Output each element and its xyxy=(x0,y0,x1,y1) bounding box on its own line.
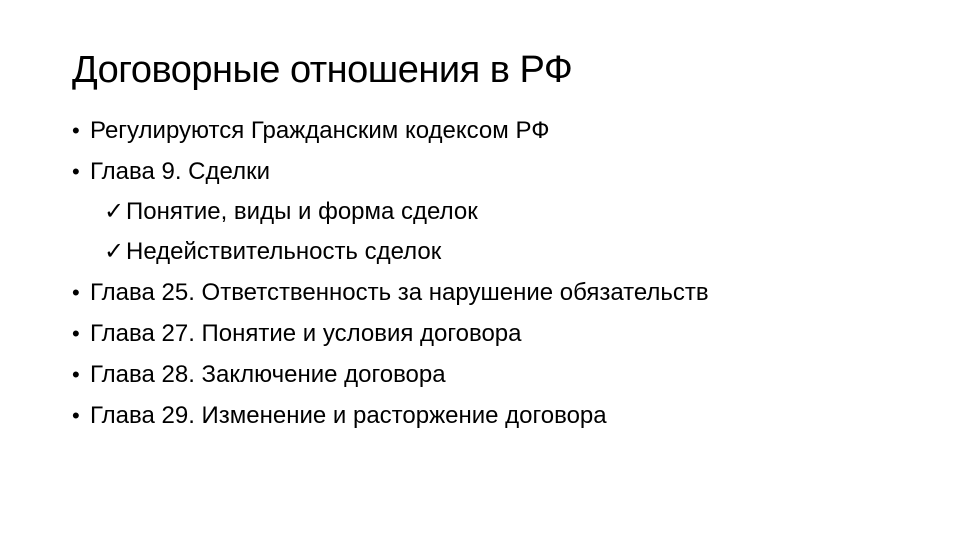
bullet-icon: • xyxy=(72,321,80,346)
list-item xyxy=(72,272,932,313)
list-item xyxy=(72,313,932,354)
bullet-icon: • xyxy=(72,362,80,387)
slide-title: Договорные отношения в РФ xyxy=(72,49,573,91)
list-item-text: Глава 29. Изменение и расторжение договора xyxy=(90,402,607,429)
sub-list-item xyxy=(72,192,932,232)
list-item xyxy=(72,395,932,436)
list-item-text: Глава 27. Понятие и условия договора xyxy=(90,320,522,347)
list-item xyxy=(72,354,932,395)
list-item-text: Регулируются Гражданским кодексом РФ xyxy=(90,117,550,144)
bullet-icon: • xyxy=(72,159,80,184)
list-item-text: Глава 28. Заключение договора xyxy=(90,361,446,388)
list-item-text: Понятие, виды и форма сделок xyxy=(126,198,478,225)
list-item-text: Глава 9. Сделки xyxy=(90,158,270,185)
bullet-list xyxy=(72,110,932,436)
bullet-icon: • xyxy=(72,280,80,305)
checkmark-icon: ✓ xyxy=(104,238,125,265)
list-item-text: Недействительность сделок xyxy=(126,238,442,265)
sub-list-item xyxy=(72,232,932,272)
bullet-icon: • xyxy=(72,403,80,428)
list-item xyxy=(72,110,932,151)
list-item xyxy=(72,151,932,192)
checkmark-icon: ✓ xyxy=(104,198,125,225)
bullet-icon: • xyxy=(72,118,80,143)
list-item-text: Глава 25. Ответственность за нарушение обязательств xyxy=(90,279,709,306)
